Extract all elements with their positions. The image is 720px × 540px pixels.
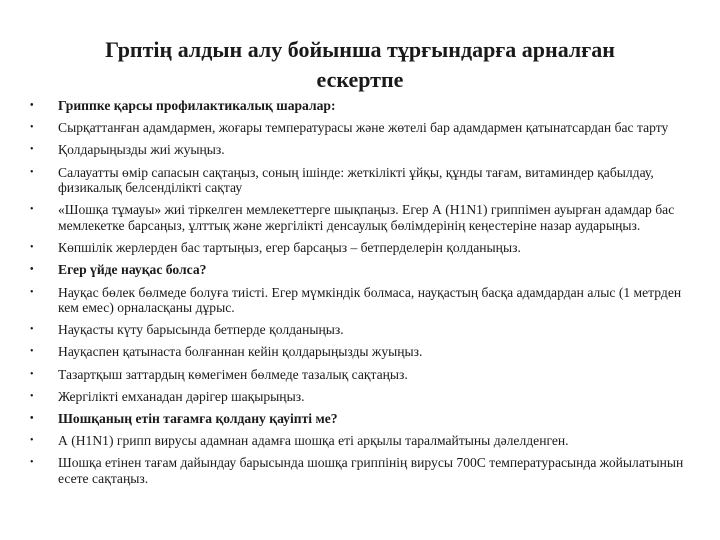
bullet-text: А (Н1N1) грипп вирусы адамнан адамға шошқа еті арқылы таралмайтыны дәлелденген. [58, 433, 569, 449]
bullet-text: Науқасты күту барысында бетперде қолданыңыз. [58, 322, 344, 338]
bullet-dot-icon: • [30, 346, 34, 358]
bullet-text: «Шошқа тұмауы» жиі тіркелген мемлекеттерге шықпаңыз. Егер А (Н1N1) гриппімен ауырған адамдар бас мемлекетке барсаңыз, ұлттық және жергілікті денсаулық бөлімдерінің кеңестеріне назар аударыңыз. [58, 202, 675, 233]
slide-title: Грптің алдын алу бойынша тұрғындарға арналған ескертпе [105, 37, 615, 92]
bullet-text: Егер үйде науқас болса? [58, 262, 207, 278]
bullet-dot-icon: • [30, 324, 34, 336]
bullet-text: Шошқа етінен тағам дайындау барысында шошқа гриппінің вирусы 700С температурасында жойылатынын есете сақтаңыз. [58, 455, 684, 486]
bullet-dot-icon: • [30, 435, 34, 447]
bullet-dot-icon: • [30, 204, 34, 216]
bullet-text: Жергілікті емханадан дәрігер шақырыңыз. [58, 388, 305, 404]
bullet-item [30, 165, 700, 196]
bullet-text: Науқас бөлек бөлмеде болуға тиісті. Егер мүмкіндік болмаса, науқастың басқа адамдардан алыс (1 метрден кем емес) орналасқаны дұрыс. [58, 284, 682, 316]
bullet-dot-icon: • [30, 286, 34, 298]
bullet-dot-icon: • [30, 122, 34, 134]
bullet-item [30, 202, 700, 233]
bullet-item [30, 455, 700, 486]
bullet-text: Науқаспен қатынаста болғаннан кейін қолдарыңызды жуыңыз. [58, 344, 423, 360]
bullet-item [30, 285, 700, 316]
bullet-item [30, 389, 700, 405]
bullet-item [30, 142, 700, 158]
bullet-text: Қолдарыңызды жиі жуыңыз. [58, 142, 225, 158]
bullet-text: Салауатты өмір сапасын сақтаңыз, соның ішінде: жеткілікті ұйқы, құнды тағам, витаминдер қабылдау, физикалық белсенділікті сақтау [58, 164, 654, 196]
bullet-item [30, 240, 700, 256]
bullet-list [30, 98, 700, 493]
bullet-dot-icon: • [30, 242, 34, 254]
bullet-text: Гриппке қарсы профилактикалық шаралар: [58, 98, 336, 113]
bullet-item [30, 367, 700, 383]
bullet-item [30, 344, 700, 360]
bullet-dot-icon: • [30, 390, 34, 402]
bullet-item [30, 411, 700, 427]
bullet-item [30, 262, 700, 278]
bullet-text: Шошқаның етін тағамға қолдану қауіпті ме? [58, 411, 338, 427]
bullet-item [30, 120, 700, 136]
bullet-dot-icon: • [30, 264, 34, 276]
bullet-dot-icon: • [30, 413, 34, 425]
bullet-dot-icon: • [30, 368, 34, 380]
bullet-item [30, 433, 700, 449]
bullet-dot-icon: • [30, 166, 34, 178]
bullet-text: Сырқаттанған адамдармен, жоғары температурасы және жөтелі бар адамдармен қатынатсардан бас тарту [58, 120, 669, 136]
bullet-item [30, 98, 700, 114]
bullet-text: Тазартқыш заттардың көмегімен бөлмеде тазалық сақтаңыз. [58, 366, 408, 382]
bullet-text: Көпшілік жерлерден бас тартыңыз, егер барсаңыз – бетперделерін қолданыңыз. [58, 240, 521, 256]
bullet-item [30, 322, 700, 338]
bullet-dot-icon: • [30, 144, 34, 156]
bullet-dot-icon: • [30, 457, 34, 469]
bullet-dot-icon: • [30, 100, 34, 111]
